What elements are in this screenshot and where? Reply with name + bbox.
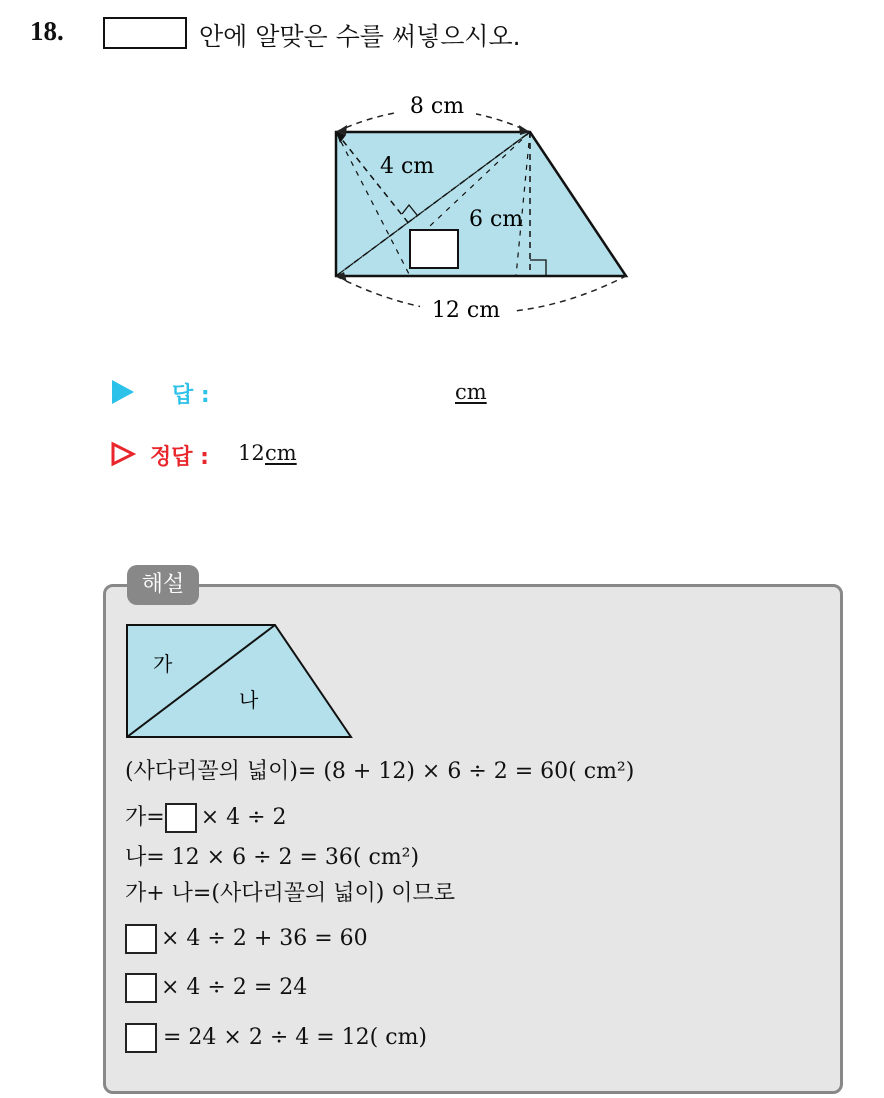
line7-suffix: = 24 × 2 ÷ 4 = 12( cm) bbox=[163, 1025, 428, 1050]
correct-marker-icon bbox=[110, 441, 136, 467]
solution-line-4: 가+ 나=(사다리꼴의 넓이) 이므로 bbox=[125, 881, 456, 906]
line6-suffix: × 4 ÷ 2 = 24 bbox=[161, 975, 308, 1000]
correct-label: 정답 : bbox=[150, 445, 209, 470]
blank-square bbox=[125, 924, 157, 954]
solution-line-6 bbox=[125, 973, 307, 1003]
solution-line-2 bbox=[125, 800, 287, 833]
figure-blank-box bbox=[410, 230, 458, 268]
solution-line-1: (사다리꼴의 넓이)= (8 + 12) × 6 ÷ 2 = 60( cm²) bbox=[125, 759, 635, 784]
correct-unit: cm bbox=[265, 441, 297, 465]
region-ga-label: 가 bbox=[153, 652, 173, 676]
top-length-label: 8 cm bbox=[409, 94, 465, 119]
solution-line-3: 나= 12 × 6 ÷ 2 = 36( cm²) bbox=[125, 845, 420, 870]
answer-label: 답 : bbox=[172, 383, 210, 408]
line2-suffix: × 4 ÷ 2 bbox=[200, 805, 287, 830]
solution-figure bbox=[125, 623, 355, 741]
diag-height-label: 4 cm bbox=[380, 154, 435, 179]
region-na-label: 나 bbox=[239, 688, 259, 712]
correct-value: 12 bbox=[238, 441, 265, 465]
blank-square bbox=[125, 1023, 157, 1053]
solution-line-5 bbox=[125, 924, 368, 954]
line5-suffix: × 4 ÷ 2 + 36 = 60 bbox=[161, 926, 368, 951]
answer-marker-icon bbox=[112, 380, 134, 404]
blank-square bbox=[165, 803, 197, 833]
question-text: 안에 알맞은 수를 써넣으시오. bbox=[199, 22, 521, 51]
answer-unit: cm bbox=[455, 380, 487, 404]
solution-tag: 해설 bbox=[127, 565, 199, 605]
trapezoid-figure bbox=[320, 85, 650, 325]
blank-square bbox=[125, 973, 157, 1003]
question-number: 18. bbox=[30, 16, 64, 46]
line2-prefix: 가= bbox=[125, 805, 165, 830]
solution-line-7 bbox=[125, 1023, 427, 1053]
height-label: 6 cm bbox=[469, 207, 524, 232]
blank-box bbox=[103, 17, 187, 49]
bottom-length-label: 12 cm bbox=[431, 298, 501, 323]
